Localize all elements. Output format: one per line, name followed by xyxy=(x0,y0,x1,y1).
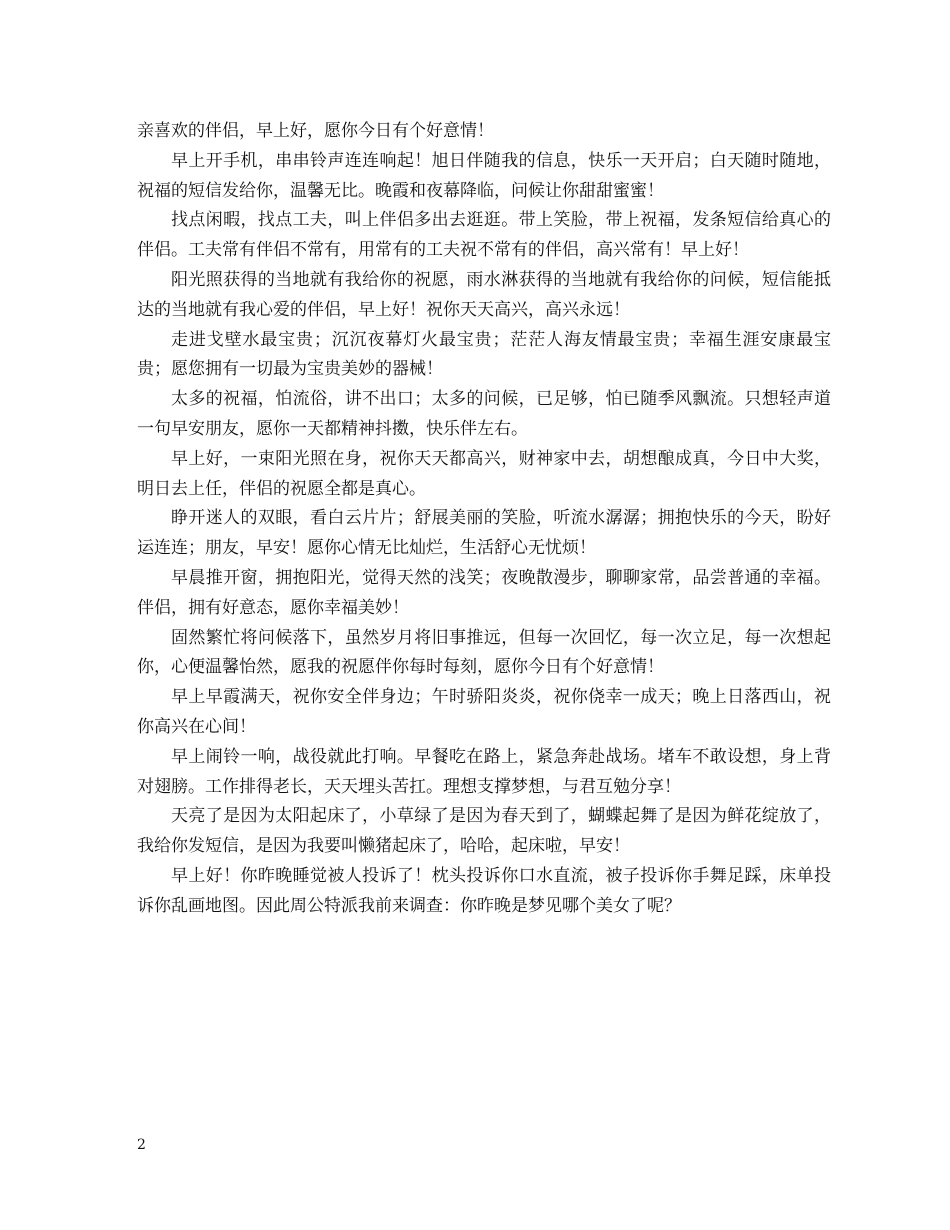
paragraph: 亲喜欢的伴侣，早上好，愿你今日有个好意情！ xyxy=(137,121,494,141)
paragraph: 早上好，一束阳光照在身，祝你天天都高兴，财神家中去，胡想酿成真，今日中大奖，明日去上任，伴侣的祝愿全都是真心。 xyxy=(137,448,831,499)
paragraph: 找点闲暇，找点工夫，叫上伴侣多出去逛逛。带上笑脸，带上祝福，发条短信给真心的伴侣。工夫常有伴侣不常有，用常有的工夫祝不常有的伴侣，高兴常有！早上好！ xyxy=(137,210,831,261)
paragraph: 固然繁忙将问候落下，虽然岁月将旧事推远，但每一次回忆，每一次立足，每一次想起你，心便温馨怡然，愿我的祝愿伴你每时每刻，愿你今日有个好意情！ xyxy=(137,627,831,678)
paragraph: 早上好！你昨晚睡觉被人投诉了！枕头投诉你口水直流，被子投诉你手舞足踩，床单投诉你乱画地图。因此周公特派我前来调查：你昨晚是梦见哪个美女了呢？ xyxy=(137,865,831,916)
paragraph: 天亮了是因为太阳起床了，小草绿了是因为春天到了，蝴蝶起舞了是因为鲜花绽放了，我给你发短信，是因为我要叫懒猪起床了，哈哈，起床啦，早安！ xyxy=(137,806,831,857)
paragraph: 走进戈壁水最宝贵；沉沉夜幕灯火最宝贵；茫茫人海友情最宝贵；幸福生涯安康最宝贵；愿您拥有一切最为宝贵美妙的器械！ xyxy=(137,329,831,380)
paragraph: 太多的祝福，怕流俗，讲不出口；太多的问候，已足够，怕已随季风飘流。只想轻声道一句早安朋友，愿你一天都精神抖擞，快乐伴左右。 xyxy=(137,389,831,439)
paragraph: 早晨推开窗，拥抱阳光，觉得天然的浅笑；夜晚散漫步，聊聊家常，品尝普通的幸福。伴侣，拥有好意态，愿你幸福美妙！ xyxy=(137,567,831,618)
paragraph: 早上开手机，串串铃声连连响起！旭日伴随我的信息，快乐一天开启；白天随时随地，祝福的短信发给你，温馨无比。晚霞和夜幕降临，问候让你甜甜蜜蜜！ xyxy=(137,150,831,201)
paragraph: 阳光照获得的当地就有我给你的祝愿，雨水淋获得的当地就有我给你的问候，短信能抵达的当地就有我心爱的伴侣，早上好！祝你天天高兴，高兴永远！ xyxy=(137,269,831,320)
page-number: 2 xyxy=(137,1137,146,1153)
paragraph: 睁开迷人的双眼，看白云片片；舒展美丽的笑脸，听流水潺潺；拥抱快乐的今天，盼好运连连；朋友，早安！愿你心情无比灿烂，生活舒心无忧烦！ xyxy=(137,508,831,559)
paragraph: 早上早霞满天，祝你安全伴身边；午时骄阳炎炎，祝你侥幸一成天；晚上日落西山，祝你高兴在心间！ xyxy=(137,687,831,737)
paragraph: 早上闹铃一响，战役就此打响。早餐吃在路上，紧急奔赴战场。堵车不敢设想，身上背对翅膀。工作排得老长，天天埋头苦扛。理想支撑梦想，与君互勉分享！ xyxy=(137,746,831,797)
document-body xyxy=(137,117,831,922)
